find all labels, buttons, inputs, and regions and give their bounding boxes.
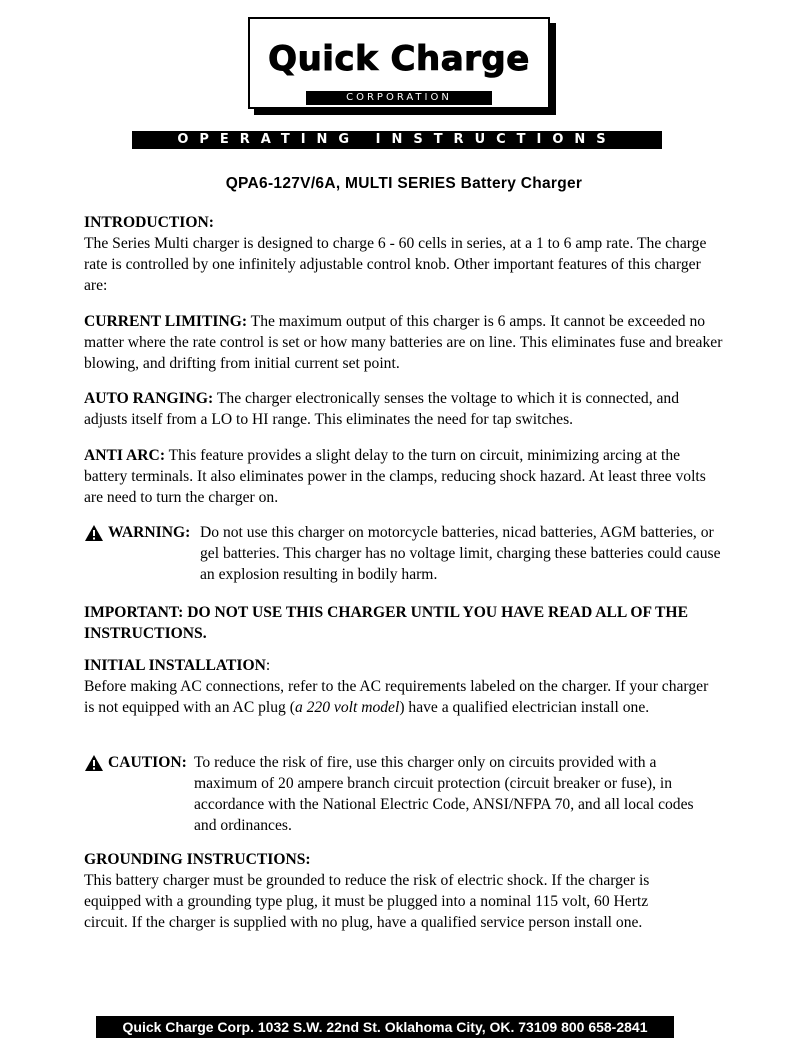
auto-ranging-section [84,388,724,430]
initial-installation-section [84,655,714,718]
anti-arc-heading: ANTI ARC: [84,447,166,464]
important-notice: IMPORTANT: DO NOT USE THIS CHARGER UNTIL YOU HAVE READ ALL OF THE INSTRUCTIONS. [84,604,688,642]
initial-installation-heading: INITIAL INSTALLATION [84,657,266,674]
company-logo [248,17,550,109]
caution-triangle-icon [84,754,104,772]
caution-section [84,752,744,836]
logo-subtitle: CORPORATION [306,91,492,105]
current-limiting-section [84,311,724,374]
anti-arc-text: This feature provides a slight delay to the turn on circuit, minimizing arcing at the battery terminals. It also eliminates power in the clamps, reducing shock hazard. At least three volts are need to turn the charger on. [84,447,706,506]
logo-name: Quick Charge [268,39,530,79]
warning-text: Do not use this charger on motorcycle batteries, nicad batteries, AGM batteries, or gel batteries. This charger has no voltage limit, charging these batteries could cause an explosion resulting in bodily harm. [200,524,721,583]
caution-text: To reduce the risk of fire, use this charger only on circuits provided with a maximum of 20 ampere branch circuit protection (circuit breaker or fuse), in accordance with the National Electric Code, ANSI/NFPA 70, and all local codes and ordinances. [194,754,694,834]
document-title: QPA6-127V/6A, MULTI SERIES Battery Charger [225,175,583,192]
grounding-section [84,849,684,933]
initial-installation-colon: : [265,657,271,674]
company-address-footer: Quick Charge Corp. 1032 S.W. 22nd St. Oklahoma City, OK. 73109 800 658-2841 [96,1016,674,1038]
initial-installation-text: Before making AC connections, refer to the AC requirements labeled on the charger. If your charger is not equipped with an AC plug (a 220 volt model) have a qualified electrician install one. [84,678,709,716]
caution-label: CAUTION: [108,754,187,771]
auto-ranging-text: The charger electronically senses the voltage to which it is connected, and adjusts itself from a LO to HI range. This eliminates the need for tap switches. [84,390,680,428]
grounding-heading: GROUNDING INSTRUCTIONS: [84,851,311,868]
auto-ranging-heading: AUTO RANGING: [84,390,214,407]
introduction-section [84,212,724,296]
warning-label: WARNING: [108,524,191,541]
anti-arc-section [84,445,724,508]
introduction-heading: INTRODUCTION: [84,214,214,231]
current-limiting-heading: CURRENT LIMITING: [84,313,248,330]
warning-section [84,522,744,588]
introduction-text: The Series Multi charger is designed to charge 6 - 60 cells in series, at a 1 to 6 amp rate. The charge rate is controlled by one infinitely adjustable control knob. Other important features of this charger are: [84,235,707,294]
current-limiting-text: The maximum output of this charger is 6 amps. It cannot be exceeded no matter where the rate control is set or how many batteries are on line. This eliminates fuse and breaker blowing, and drifting from initial current set point. [84,313,723,372]
grounding-text: This battery charger must be grounded to reduce the risk of electric shock. If the charger is equipped with a grounding type plug, it must be plugged into a nominal 115 volt, 60 Hertz circuit. If the charger is supplied with no plug, have a qualified service person install one. [84,872,650,931]
initial-installation-italic: a 220 volt model [294,699,400,716]
operating-instructions-banner: OPERATING INSTRUCTIONS [132,131,662,149]
warning-triangle-icon [84,524,104,542]
